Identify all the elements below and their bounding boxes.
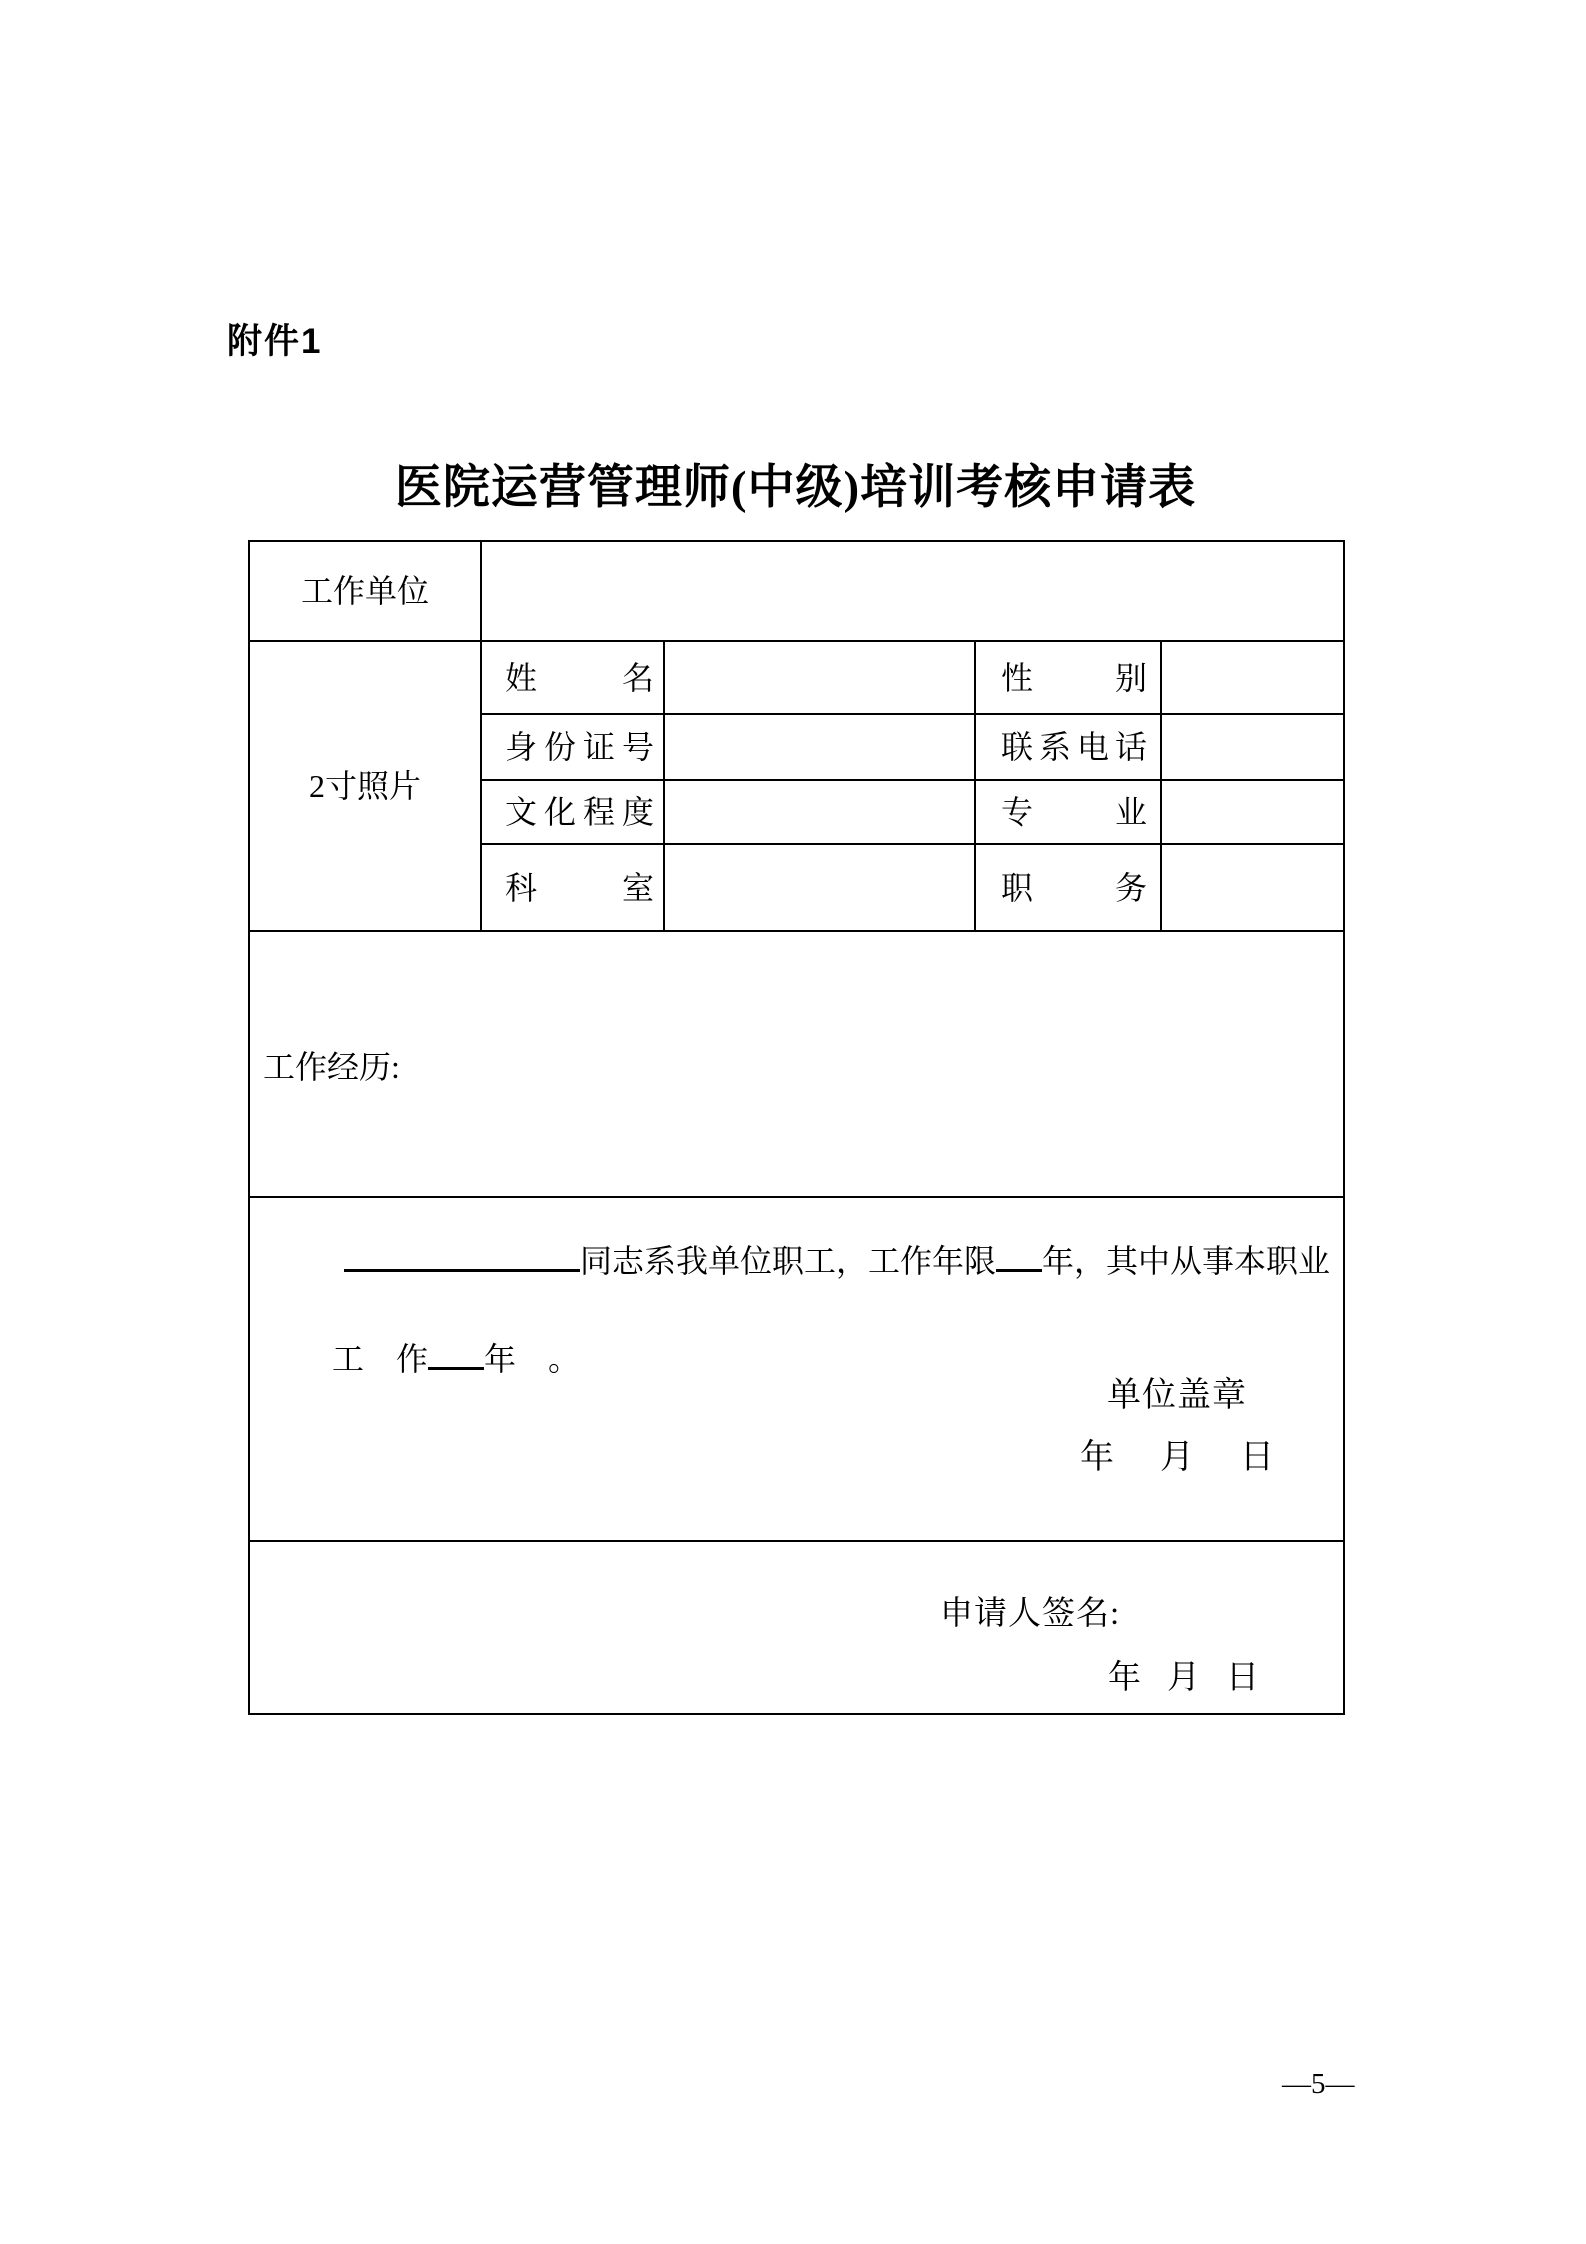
form-title: 医院运营管理师(中级)培训考核申请表	[394, 462, 1197, 514]
phone-label-cell	[975, 714, 1161, 780]
applicant-signature-cell	[249, 1541, 1344, 1714]
id-number-label-cell	[481, 714, 664, 780]
education-value-cell	[664, 780, 975, 844]
attachment-label: 附件1	[227, 322, 323, 361]
row-applicant-signature	[249, 1541, 1344, 1714]
major-label: 专业	[1001, 794, 1147, 830]
certification-text-2: 年，其中从事本职业	[1042, 1243, 1331, 1279]
work-unit-label: 工作单位	[249, 541, 481, 641]
education-label-cell	[481, 780, 664, 844]
unit-stamp-date-line	[1080, 1437, 1274, 1480]
day-label: 日	[1240, 1439, 1274, 1476]
phone-value-cell	[1161, 714, 1344, 780]
year-label: 年	[1108, 1660, 1141, 1696]
row-work-experience	[249, 931, 1344, 1197]
name-label: 姓名	[505, 659, 654, 696]
unit-certification-cell	[249, 1197, 1344, 1541]
id-number-label: 身份证号	[505, 729, 654, 765]
major-value-cell	[1161, 780, 1344, 844]
month-label: 月	[1160, 1439, 1194, 1476]
name-blank-underline	[344, 1268, 580, 1272]
gender-value-cell	[1161, 641, 1344, 714]
year-label: 年	[1080, 1439, 1114, 1476]
application-form-table	[248, 540, 1345, 1715]
unit-stamp-label: 单位盖章	[1107, 1377, 1247, 1414]
years-blank-underline	[996, 1268, 1042, 1272]
certification-text-3: 工 作	[332, 1341, 429, 1377]
phone-label: 联系电话	[1001, 729, 1147, 765]
row-work-unit	[249, 541, 1344, 641]
certification-text-1: 同志系我单位职工，工作年限	[580, 1243, 997, 1279]
name-label-cell	[481, 641, 664, 714]
gender-label: 性别	[1001, 659, 1147, 696]
major-label-cell	[975, 780, 1161, 844]
id-number-value-cell	[664, 714, 975, 780]
position-label: 职务	[1001, 869, 1147, 906]
applicant-signature-label: 申请人签名:	[940, 1596, 1121, 1632]
occupation-years-blank-underline	[428, 1366, 484, 1370]
name-value-cell	[664, 641, 975, 714]
page-number: —5—	[1282, 2068, 1355, 2100]
work-experience-label: 工作经历:	[263, 1049, 400, 1085]
education-label: 文化程度	[505, 794, 654, 830]
work-unit-value-cell	[481, 541, 1344, 641]
certification-line-1	[344, 1241, 1330, 1281]
row-unit-certification	[249, 1197, 1344, 1541]
month-label: 月	[1167, 1660, 1200, 1696]
photo-placeholder-cell: 2寸照片	[249, 641, 481, 931]
department-label: 科室	[505, 869, 654, 906]
department-value-cell	[664, 844, 975, 931]
department-label-cell	[481, 844, 664, 931]
position-value-cell	[1161, 844, 1344, 931]
day-label: 日	[1226, 1660, 1259, 1696]
signature-date-line	[1108, 1658, 1259, 1699]
certification-line-2	[332, 1339, 580, 1379]
position-label-cell	[975, 844, 1161, 931]
certification-text-4: 年 。	[484, 1341, 581, 1377]
gender-label-cell	[975, 641, 1161, 714]
work-experience-cell	[249, 931, 1344, 1197]
row-name-gender	[249, 641, 1344, 714]
